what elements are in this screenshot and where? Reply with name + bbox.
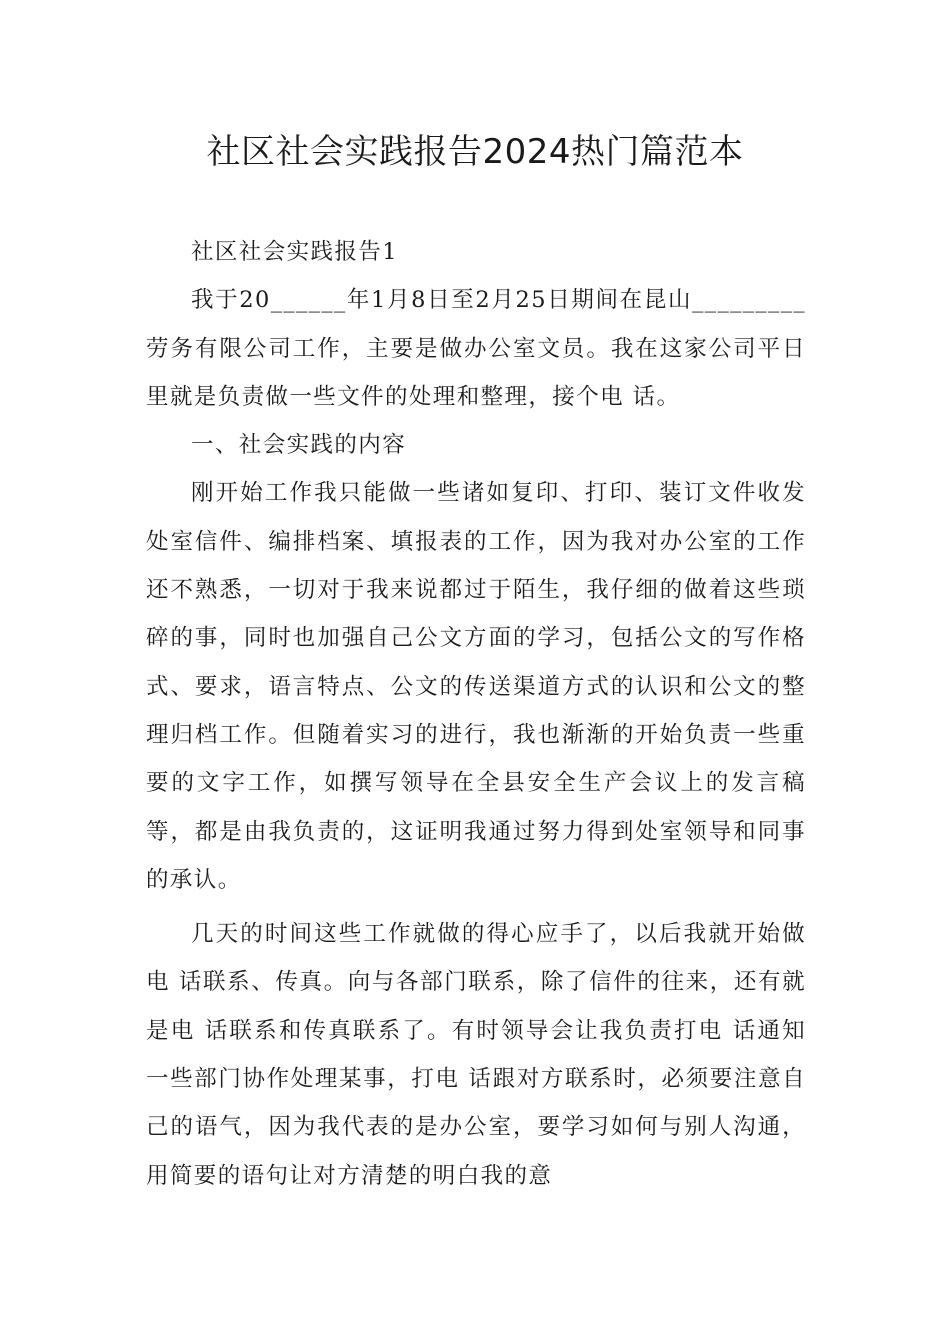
section-heading-content: 一、社会实践的内容: [191, 432, 407, 459]
section-heading: 社区社会实践报告1: [191, 239, 398, 265]
paragraph-work-start: 刚开始工作我只能做一些诸如复印、打印、装订文件收发处室信件、编排档案、填报表的工作，因为我对办公室的工作还不熟悉，一切对于我来说都过于陌生，我仔细的做着这些琐碎的事，同时也加强自己公文方面的学习，包括公文的写作格式、要求，语言特点、公文的传送渠道方式的认识和公文的整理归档工作。但随着实习的进行，我也渐渐的开始负责一些重要的文字工作，如撰写领导在全县安全生产会议上的发言稿等，都是由我负责的，这证明我通过努力得到处室领导和同事的承认。: [146, 480, 806, 893]
document-title: 社区社会实践报告2024热门篇范本: [206, 132, 744, 172]
document-body: [146, 228, 806, 1200]
paragraph-phone-fax: 几天的时间这些工作就做的得心应手了，以后我就开始做电 话联系、传真。向与各部门联系，除了信件的往来，还有就是电 话联系和传真联系了。有时领导会让我负责打电 话通知一些部门协作处理某事，打电 话跟对方联系时，必须要注意自己的语气，因为我代表的是办公室，要学习如何与别人沟通，用简要的语句让对方清楚的明白我的意: [146, 921, 806, 1189]
paragraph-intro: 我于20______年1月8日至2月25日期间在昆山_________劳务有限公司工作，主要是做办公室文员。我在这家公司平日里就是负责做一些文件的处理和整理，接个电 话。: [146, 287, 806, 410]
